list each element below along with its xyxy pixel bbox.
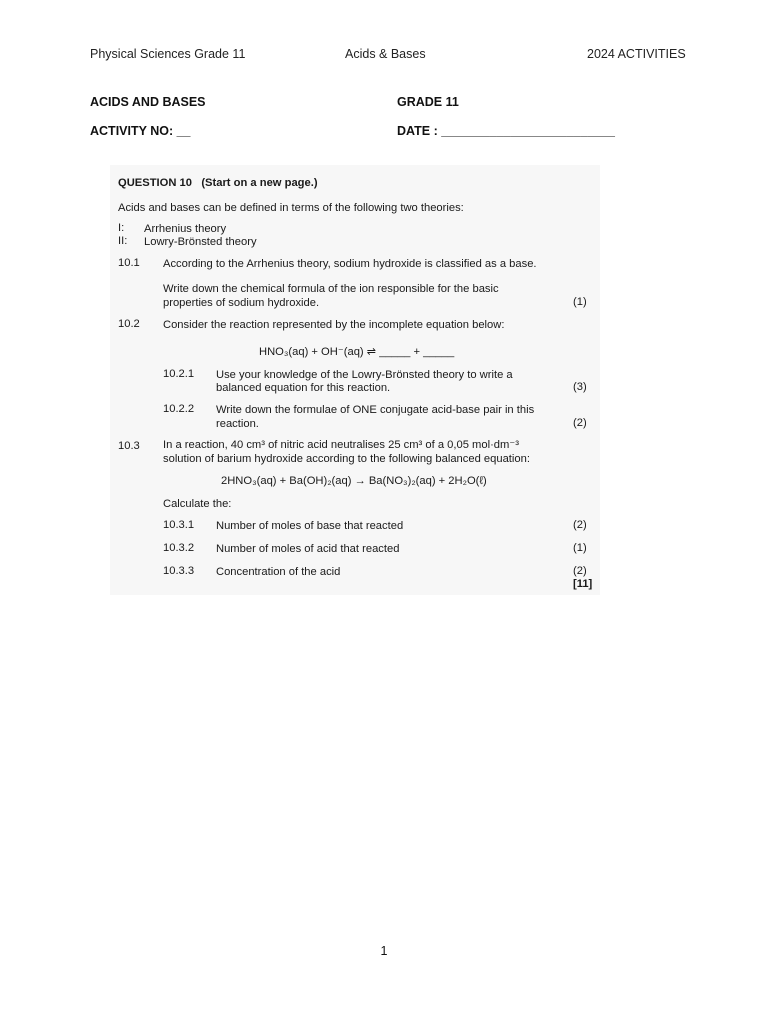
question-total: [11] (573, 578, 593, 590)
q10-2-1-line1: Use your knowledge of the Lowry-Brönsted theory to write a (216, 369, 513, 381)
header-subject: Physical Sciences Grade 11 (90, 47, 246, 61)
q10-3-1-text: Number of moles of base that reacted (216, 520, 404, 532)
grade-label: GRADE 11 (397, 95, 459, 109)
q10-1-line1: According to the Arrhenius theory, sodium hydroxide is classified as a base. (163, 258, 537, 270)
q10-3-2-number: 10.3.2 (163, 542, 195, 554)
theory-1-num: I: (118, 222, 125, 234)
q10-2-2-mark: (2) (573, 417, 587, 429)
q10-2-number: 10.2 (118, 318, 140, 330)
q10-2-line1: Consider the reaction represented by the incomplete equation below: (163, 319, 505, 331)
q10-3-line1: In a reaction, 40 cm³ of nitric acid neutralises 25 cm³ of a 0,05 mol·dm⁻³ (163, 439, 519, 451)
q10-2-equation: HNO₃(aq) + OH⁻(aq) ⇌ _____ + _____ (259, 346, 455, 358)
q10-3-1-number: 10.3.1 (163, 519, 195, 531)
page-number: 1 (380, 944, 388, 958)
q10-3-1-mark: (2) (573, 519, 587, 531)
q10-3-2-text: Number of moles of acid that reacted (216, 543, 400, 555)
subject-label: ACIDS AND BASES (90, 95, 206, 109)
q10-2-2-number: 10.2.2 (163, 403, 195, 415)
q10-1-number: 10.1 (118, 257, 140, 269)
q10-1-line3: properties of sodium hydroxide. (163, 297, 320, 309)
q10-3-line2: solution of barium hydroxide according to the following balanced equation: (163, 453, 530, 465)
q10-3-equation: 2HNO₃(aq) + Ba(OH)₂(aq) → Ba(NO₃)₂(aq) + 2H₂O(ℓ) (221, 475, 487, 487)
header-year: 2024 ACTIVITIES (587, 47, 686, 61)
question-title (118, 176, 318, 190)
q10-2-2-line1: Write down the formulae of ONE conjugate acid-base pair in this (216, 404, 535, 416)
q10-2-1-line2: balanced equation for this reaction. (216, 382, 391, 394)
q10-1-line2: Write down the chemical formula of the ion responsible for the basic (163, 283, 499, 295)
q10-3-3-number: 10.3.3 (163, 565, 195, 577)
question-note: (Start on a new page.) (201, 177, 318, 189)
q10-3-3-mark: (2) (573, 565, 587, 577)
theory-2-num: II: (118, 235, 128, 247)
q10-2-2-line2: reaction. (216, 418, 259, 430)
theory-2-text: Lowry-Brönsted theory (144, 236, 257, 248)
activity-label: ACTIVITY NO: __ (90, 124, 191, 138)
q10-2-1-number: 10.2.1 (163, 368, 195, 380)
date-field: DATE : _________________________ (397, 124, 616, 138)
q10-1-mark: (1) (573, 296, 587, 308)
q10-2-1-mark: (3) (573, 381, 587, 393)
theory-1-text: Arrhenius theory (144, 223, 227, 235)
q10-3-3-text: Concentration of the acid (216, 566, 341, 578)
q10-3-calc: Calculate the: (163, 498, 232, 510)
q10-3-number: 10.3 (118, 440, 140, 452)
question-intro: Acids and bases can be defined in terms of the following two theories: (118, 202, 464, 214)
question-number: QUESTION 10 (118, 177, 192, 189)
header-topic: Acids & Bases (345, 47, 426, 61)
q10-3-2-mark: (1) (573, 542, 587, 554)
